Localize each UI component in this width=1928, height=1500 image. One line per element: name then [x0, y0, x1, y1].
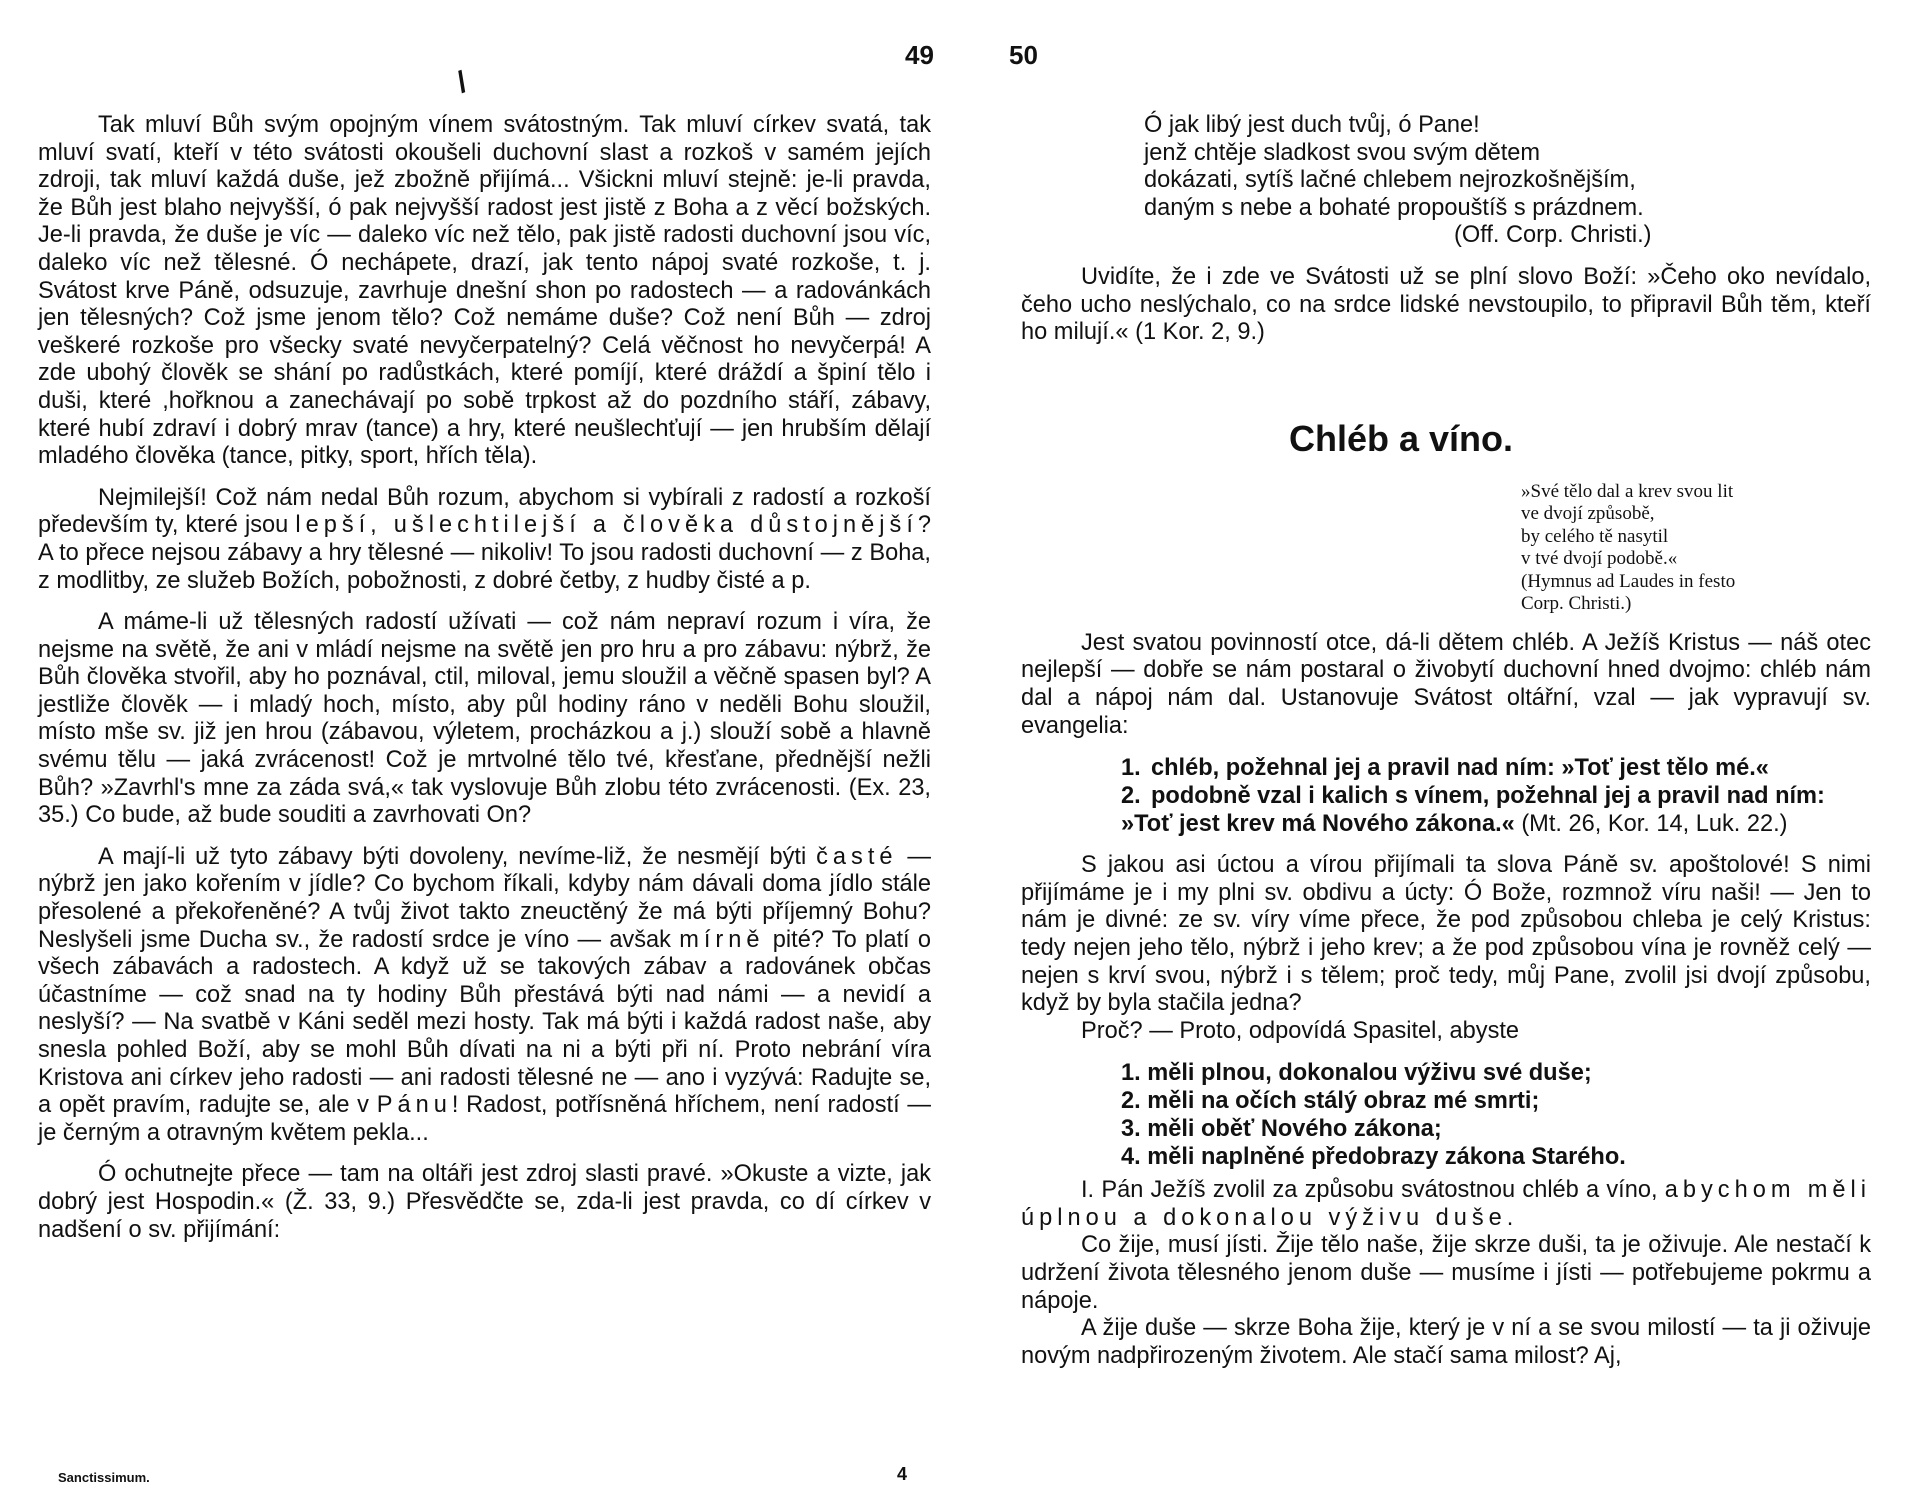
spaced-emphasis: časté — [816, 843, 898, 870]
spaced-emphasis: Pánu — [376, 1092, 452, 1119]
right-text-column — [1021, 112, 1871, 1370]
footer-signature: Sanctissimum. — [58, 1470, 150, 1485]
paragraph: S jakou asi úctou a vírou přijímali ta slova Páně sv. apoštolové! S nimi přijímáme je i my plni sv. obdivu a úcty: Ó Bože, rozmnož víru naši! — Jen to nám je divné: ze sv. víry víme přece, že pod způsobou chleba je celý Kristus: tedy nejen jeho tělo, nýbrž i jeho krev; a že pod způsobou vína je rovněž celý — nejen s krví svou, nýbrž i s tělem; proč tedy, můj Pane, zvolil jsi dvojí způsobu, když by byla stačila jedna? — [1021, 852, 1871, 1017]
paragraph: A máme-li už tělesných radostí užívati — což nám nepraví rozum i víra, že nejsme na světě, že ani v mládí nejsme na světě jen pro hru a pro zábavu: nýbrž, že Bůh člověka stvořil, aby ho poznával, ctil, miloval, jemu sloužil a věčně spasen byl? A jestliže člověk — i mladý hoch, místo, aby půl hodiny ráno v neděli Bohu sloužil, místo mše sv. již jen hrou (zábavou, výletem, procházkou a j.) slouží sobě a hlavně svému tělu — jaká zvrácenost! Což je mrtvolné tělo tvé, křesťane, přednější nežli Bůh? »Zavrhl's mne za záda svá,« tak vyslovuje Bůh zlobu této zvrácenosti. (Ex. 23, 35.) Co bude, až bude souditi a zavrhovati On? — [38, 609, 931, 829]
footer-number: 4 — [897, 1464, 908, 1484]
spaced-emphasis: lepší, ušlechtilejší a člověka důstojnější — [295, 512, 918, 539]
paragraph: I. Pán Ježíš zvolil za způsobu svátostnou chléb a víno, abychom měli úplnou a dokonalou výživu duše. — [1021, 1177, 1871, 1231]
list-item: 2. podobně vzal i kalich s vínem, požehnal jej a pravil nad ním: »Toť jest krev má Nového zákona.« (Mt. 26, Kor. 14, Luk. 22.) — [1121, 783, 1825, 838]
list-item: 4. měli naplněné předobrazy zákona Starého. — [1121, 1144, 1626, 1171]
list-item: 1. chléb, požehnal jej a pravil nad ním: »Toť jest tělo mé.« — [1121, 755, 1769, 782]
motto-line: Corp. Christi.) — [1521, 593, 1632, 615]
numbered-list — [1121, 1059, 1871, 1171]
poem — [1144, 112, 1871, 250]
paragraph: Ó ochutnejte přece — tam na oltáři jest zdroj slasti pravé. »Okuste a vizte, jak dobrý jest Hospodin.« (Ž. 33, 9.) Přesvědčte se, zda-li jest pravda, co dí církev v nadšení o sv. přijímání: — [38, 1161, 931, 1243]
motto-line: ve dvojí způsobě, — [1521, 503, 1655, 525]
page-number: 49 — [905, 40, 934, 70]
paragraph: A mají-li už tyto zábavy býti dovoleny, nevíme-liž, že nesmějí býti časté —nýbrž jen jako kořením v jídle? Co bychom říkali, kdyby nám dávali doma jídlo stále přesolené a překořeněné? A tvůj život takto zneuctěný že má býti příjemný Bohu? Neslyšeli jsme Ducha sv., že radostí srdce je víno — avšak mírně pité? To platí o všech zábavách a radostech. A když už se takových zábav a radovánek občas účastníme — což snad na ty hodiny Bůh přestává býti nad námi — a nevidí a neslyší? — Na svatbě v Káni seděl mezi hosty. Tak má býti i každá radost naše, aby snesla pohled Boží, aby se mohl Bůh dívati na ni a býti při ní. Proto nebrání víra Kristova ani církev jeho radosti — ani radosti tělesné ne — ano i vyzývá: Radujte se, a opět pravím, radujte se, ale v Pánu! Radost, potřísněná hříchem, není radostí — je černým a otravným květem pekla... — [38, 843, 931, 1146]
spaced-emphasis: abychom měli úplnou a dokonalou výživu duše. — [1021, 1177, 1871, 1231]
pencil-mark: / — [452, 65, 472, 100]
motto-line: (Hymnus ad Laudes in festo — [1521, 570, 1736, 592]
poem-line: Ó jak libý jest duch tvůj, ó Pane! — [1144, 112, 1480, 138]
motto-line: by celého tě nasytil — [1521, 525, 1669, 547]
paragraph: Proč? — Proto, odpovídá Spasitel, abyste — [1081, 1017, 1520, 1044]
paragraph: Tak mluví Bůh svým opojným vínem svátostným. Tak mluví církev svatá, tak mluví svatí, kteří v této svátosti okoušeli duchovní slast a rozkoš v samém jejích zdroji, tak mluví každá duše, jež zbožně přijímá... Všickni mluví stejně: je-li pravda, že Bůh jest blaho nejvyšší, ó pak nejvyšší radost jest jistě z Boha a z věcí božských. Je-li pravda, že duše je víc — daleko víc než tělo, pak jistě radosti duchovní jsou víc, daleko víc než tělesné. Ó nechápete, drazí, jak tento nápoj svaté rozkoše, t. j. Svátost krve Páně, odsuzuje, zavrhuje dnešní shon po radostech — a radovánkách jen tělesných? Což jsme jenom tělo? Což nemáme duše? Což není Bůh — zdroj veškeré rozkoše pro všecky svaté nevyčerpatelný? Celá věčnost ho nevyčerpá! A zde ubohý člověk se shání po radůstkách, které pomíjí, které dráždí a špiní tělo i duši, které ,hořknou a zanechávají po sobě trpkost až do pozdního stáří, zábavy, které hubí zdraví i dobrý mrav (tance) a hry, které neušlechťují — jen hrubším dělají mladého člověka (tance, pitky, sport, hřích těla). — [38, 112, 931, 470]
list-item: 2. měli na očích stálý obraz mé smrti; — [1121, 1088, 1540, 1115]
poem-line: daným s nebe a bohaté propouštíš s prázdnem. — [1144, 194, 1644, 221]
paragraph: Uvidíte, že i zde ve Svátosti už se plní slovo Boží: »Čeho oko nevídalo, čeho ucho neslýchalo, co na srdce lidské nevstoupilo, to připravil Bůh těm, kteří ho milují.« (1 Kor. 2, 9.) — [1021, 263, 1871, 346]
poem-line: jenž chtěje sladkost svou svým dětem — [1144, 139, 1541, 166]
motto-line: »Své tělo dal a krev svou lit — [1521, 480, 1734, 502]
paragraph: A žije duše — skrze Boha žije, který je v ní a se svou milostí — ta ji oživuje novým nadpřirozeným životem. Ale stačí sama milost? Aj, — [1021, 1315, 1871, 1369]
motto-line: v tvé dvojí podobě.« — [1521, 548, 1678, 570]
poem-source: (Off. Corp. Christi.) — [1454, 222, 1652, 249]
paragraph: Jest svatou povinností otce, dá-li dětem chléb. A Ježíš Kristus — náš otec nejlepší — dobře se nám postaral o živobytí duchovní hned dvojmo: chléb nám dal a nápoj nám dal. Ustanovuje Svátost oltářní, vzal — jak vypravují sv. evangelia: — [1021, 629, 1871, 739]
paragraph: Co žije, musí jísti. Žije tělo naše, žije skrze duši, ta je oživuje. Ale nestačí k udržení života tělesného jenom duše — musíme i jísti — potřebujeme pokrmu a nápoje. — [1021, 1232, 1871, 1314]
list-item: 3. měli oběť Nového zákona; — [1121, 1116, 1442, 1143]
poem-line: dokázati, sytíš lačné chlebem nejrozkošnějším, — [1144, 167, 1636, 194]
numbered-list — [1121, 754, 1871, 838]
left-text-column — [38, 112, 931, 1244]
paragraph: Nejmilejší! Což nám nedal Bůh rozum, abychom si vybírali z radostí a rozkoší především ty, které jsou lepší, ušlechtilejší a člověka důstojnější? A to přece nejsou zábavy a hry tělesné — nikoliv! To jsou radosti duchovní — z Boha, z modlitby, ze služeb Božích, pobožnosti, z dobré četby, z hudby čisté a p. — [38, 484, 931, 594]
list-reference: (Mt. 26, Kor. 14, Luk. 22.) — [1521, 811, 1788, 838]
right-page — [964, 0, 1928, 1500]
list-item: 1. měli plnou, dokonalou výživu své duše; — [1121, 1060, 1592, 1087]
section-title: Chléb a víno. — [1289, 417, 1514, 459]
spaced-emphasis: mírně — [679, 926, 765, 953]
motto — [1521, 481, 1871, 616]
page-number: 50 — [1009, 40, 1038, 70]
